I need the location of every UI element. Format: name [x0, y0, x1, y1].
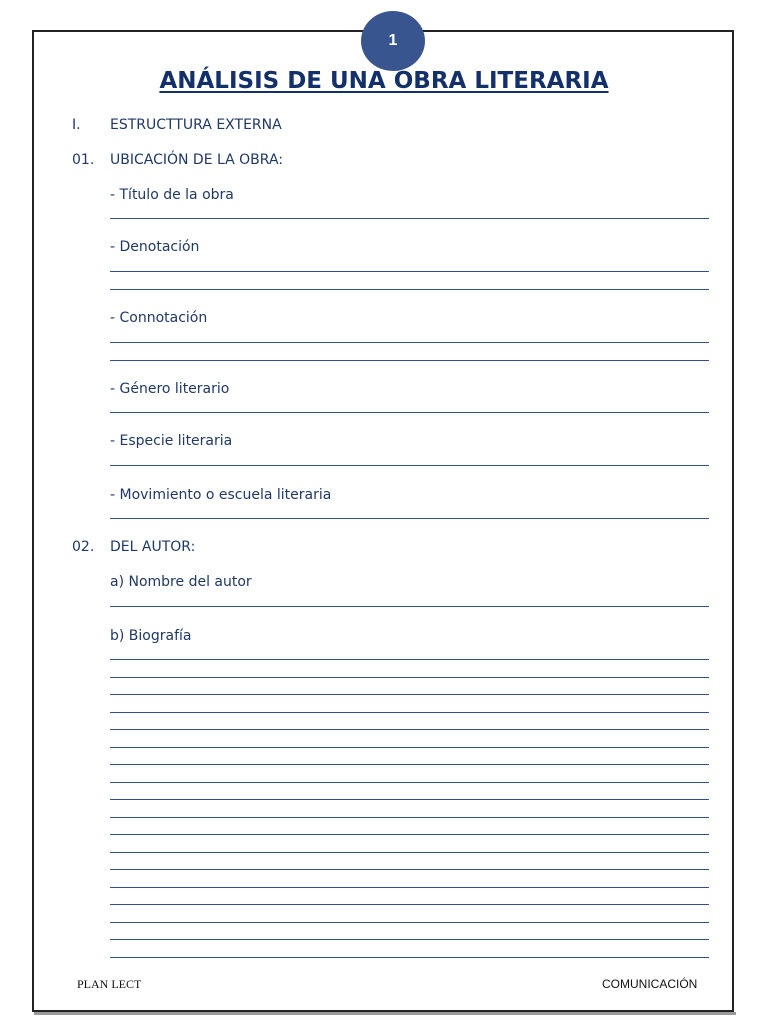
field-label-genero: - Género literario — [110, 381, 230, 397]
answer-line[interactable] — [110, 834, 709, 835]
answer-line[interactable] — [110, 817, 709, 818]
answer-line[interactable] — [110, 869, 709, 870]
footer-left: PLAN LECT — [77, 977, 142, 991]
answer-line[interactable] — [110, 712, 709, 713]
page-title: ANÁLISIS DE UNA OBRA LITERARIA — [159, 68, 609, 94]
answer-line[interactable] — [110, 782, 709, 783]
answer-line[interactable] — [110, 887, 709, 888]
answer-line[interactable] — [110, 729, 709, 730]
page-number-badge: 1 — [361, 11, 425, 71]
answer-line[interactable] — [110, 852, 709, 853]
answer-line[interactable] — [110, 922, 709, 923]
answer-line[interactable] — [110, 764, 709, 765]
field-label-titulo: - Título de la obra — [110, 187, 234, 203]
answer-line[interactable] — [110, 677, 709, 678]
answer-line[interactable] — [110, 957, 709, 958]
field-label-biografia: b) Biografía — [110, 628, 192, 644]
answer-line[interactable] — [110, 939, 709, 940]
footer-right: COMUNICACIÓN — [602, 977, 698, 991]
section-i-heading: ESTRUCTTURA EXTERNA — [110, 117, 282, 133]
answer-line[interactable] — [110, 606, 709, 607]
field-label-especie: - Especie literaria — [110, 433, 233, 449]
answer-line[interactable] — [110, 289, 709, 290]
field-label-denotacion: - Denotación — [110, 239, 200, 255]
answer-line[interactable] — [110, 694, 709, 695]
answer-line[interactable] — [110, 271, 709, 272]
page-border — [32, 30, 734, 1012]
answer-line[interactable] — [110, 465, 709, 466]
answer-line[interactable] — [110, 218, 709, 219]
field-label-nombre: a) Nombre del autor — [110, 574, 252, 590]
field-label-movimiento: - Movimiento o escuela literaria — [110, 487, 332, 503]
section-01-heading: UBICACIÓN DE LA OBRA: — [110, 152, 283, 168]
answer-line[interactable] — [110, 904, 709, 905]
answer-line[interactable] — [110, 799, 709, 800]
answer-line[interactable] — [110, 659, 709, 660]
field-label-connotacion: - Connotación — [110, 310, 208, 326]
section-02-number: 02. — [72, 539, 95, 555]
answer-line[interactable] — [110, 747, 709, 748]
answer-line[interactable] — [110, 518, 709, 519]
answer-line[interactable] — [110, 342, 709, 343]
answer-line[interactable] — [110, 412, 709, 413]
section-01-number: 01. — [72, 152, 95, 168]
answer-line[interactable] — [110, 360, 709, 361]
page-shadow — [34, 1012, 736, 1015]
section-i-number: I. — [72, 117, 81, 133]
section-02-heading: DEL AUTOR: — [110, 539, 196, 555]
